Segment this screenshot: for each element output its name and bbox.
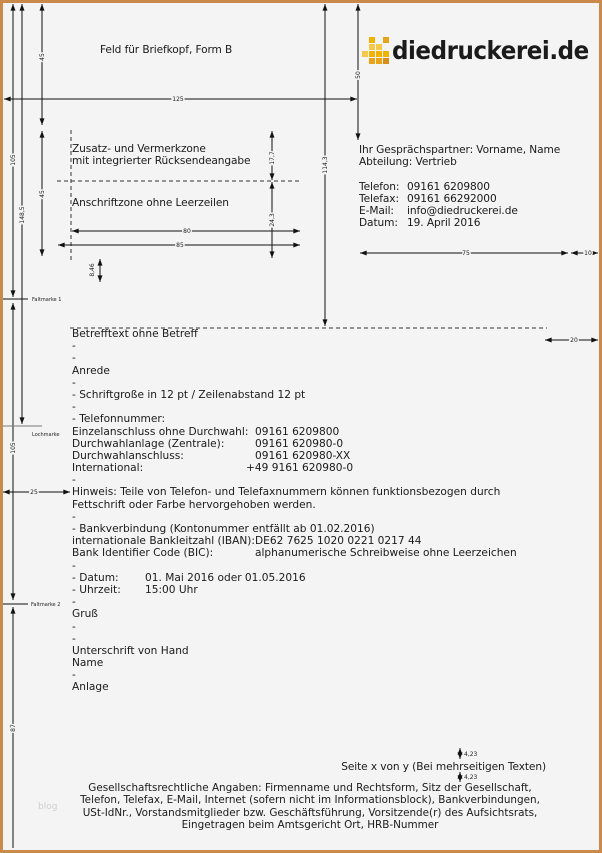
info-label-email: E-Mail: [359, 205, 394, 217]
spacer-dash: - [72, 559, 76, 572]
dim-label-75: 75 [462, 250, 470, 257]
spacer-dash: - [72, 632, 76, 645]
phone-value: 09161 620980-0 [255, 437, 344, 450]
phone-row [72, 450, 500, 462]
dim-label-4-23-top: 4,23 [464, 751, 478, 758]
hint-line-1: Hinweis: Teile von Telefon- und Telefaxnummern können funktionsbezogen durch [72, 486, 501, 499]
hint-line-2: Fettschrift oder Farbe hervorgehoben werden. [72, 498, 316, 511]
phone-row [72, 426, 500, 438]
phone-label: Durchwahlanschluss: [72, 449, 184, 462]
attachment-line: Anlage [72, 681, 109, 694]
dim-label-114-3: 114,3 [322, 156, 329, 174]
signature-line: Unterschrift von Hand [72, 644, 189, 657]
dim-label-80: 80 [183, 228, 191, 235]
spacer-dash: - [72, 352, 76, 365]
spacer-dash: - [72, 669, 76, 682]
footer-line: Telefon, Telefax, E-Mail, Internet (sofern nicht im Informationsblock), Bankverbindungen, [80, 794, 540, 807]
time-value: 15:00 Uhr [145, 583, 198, 596]
dim-label-45-bottom: 45 [39, 190, 46, 198]
bic-label: Bank Identifier Code (BIC): [72, 547, 214, 560]
footer-line: Gesellschaftsrechtliche Angaben: Firmenname und Rechtsform, Sitz der Gesellschaft, [88, 782, 532, 794]
spacer-dash: - [72, 376, 76, 389]
logo [362, 32, 602, 68]
fold-mark-2-label: Faltmarke 2 [31, 602, 61, 608]
page-number-note: Seite x von y (Bei mehrseitigen Texten) [341, 761, 546, 773]
spacer-dash: - [72, 510, 76, 523]
dim-label-50: 50 [355, 71, 362, 79]
bic-row [72, 547, 517, 560]
additional-zone-line-1: Zusatz- und Vermerkzone [72, 143, 206, 155]
bic-value: alphanumerische Schreibweise ohne Leerzeichen [255, 547, 517, 560]
spacer-dash: - [72, 474, 76, 487]
footer-line: Eingetragen beim Amtsgericht Ort, HRB-Nummer [181, 819, 439, 832]
subject-line: Betrefftext ohne Betreff [72, 328, 198, 340]
date-label: - Datum: [72, 571, 119, 584]
footer-line: USt-IdNr., Vorstandsmitglieder bzw. Geschäftsführung, Vorsitzende(r) des Aufsichtsrats, [82, 806, 538, 819]
phone-row [72, 438, 500, 450]
spacer-dash: - [72, 596, 76, 609]
spacer-dash: - [72, 340, 76, 353]
contact-person: Ihr Gesprächspartner: Vorname, Name [359, 144, 561, 156]
dim-label-8-46: 8,46 [89, 263, 96, 277]
salutation: Anrede [72, 364, 110, 377]
spacer-dash: - [72, 401, 76, 414]
dim-label-87: 87 [10, 724, 17, 732]
phone-value: +49 9161 620980-0 [246, 462, 354, 475]
font-note: - Schriftgroße in 12 pt / Zeilenabstand 12 pt [72, 388, 306, 401]
fold-mark-1-label: Faltmarke 1 [32, 297, 62, 303]
info-value-email[interactable]: info@diedruckerei.de [407, 205, 518, 217]
dim-label-105-middle: 105 [10, 442, 17, 454]
address-zone-label: Anschriftzone ohne Leerzeilen [72, 197, 229, 209]
additional-zone-line-2: mit integrierter Rücksendeangabe [72, 155, 251, 167]
bank-heading: - Bankverbindung (Kontonummer entfällt ab 01.02.2016) [72, 523, 375, 535]
info-value-fax: 09161 66292000 [407, 193, 497, 205]
iban-row [72, 535, 500, 547]
date-row [72, 572, 500, 584]
phone-value: 09161 620980-XX [255, 449, 351, 462]
dim-label-85: 85 [176, 242, 184, 249]
phone-label: Einzelanschluss ohne Durchwahl: [72, 425, 249, 438]
phone-heading: - Telefonnummer: [72, 413, 166, 426]
logo-text: diedruckerei.de [392, 35, 589, 65]
info-label-date: Datum: [359, 217, 398, 229]
phone-row [72, 462, 500, 474]
dim-label-17-7: 17,7 [269, 151, 276, 165]
watermark: blog [38, 802, 58, 812]
letter-body [72, 328, 517, 694]
dim-label-20: 20 [570, 337, 578, 344]
dim-label-4-23-bottom: 4,23 [464, 774, 478, 781]
dim-label-25: 25 [30, 489, 38, 496]
logo-grid-icon [362, 37, 389, 64]
time-row [72, 584, 500, 596]
iban-value: DE62 7625 1020 0221 0217 44 [255, 535, 422, 548]
date-value: 01. Mai 2016 oder 01.05.2016 [145, 571, 306, 584]
spacer-dash: - [72, 620, 76, 633]
phone-label: Durchwahlanlage (Zentrale): [72, 437, 225, 450]
letterhead-field-label: Feld für Briefkopf, Form B [100, 44, 233, 56]
signer-name: Name [72, 657, 104, 670]
dim-label-10: 10 [584, 250, 592, 257]
time-label: - Uhrzeit: [72, 583, 121, 596]
dim-label-125: 125 [172, 96, 184, 103]
info-value-phone: 09161 6209800 [407, 181, 490, 193]
info-label-phone: Telefon: [359, 181, 400, 193]
dim-label-24-3: 24,3 [269, 213, 276, 227]
info-value-date: 19. April 2016 [407, 217, 481, 229]
iban-label: internationale Bankleitzahl (IBAN): [72, 535, 255, 548]
phone-value: 09161 6209800 [255, 425, 340, 438]
dim-label-45-top: 45 [39, 53, 46, 61]
phone-label: International: [72, 462, 144, 475]
info-label-fax: Telefax: [359, 193, 399, 205]
punch-mark-label: Lochmarke [32, 432, 60, 438]
department: Abteilung: Vertrieb [359, 156, 457, 168]
greeting: Gruß [72, 608, 98, 621]
company-footer [60, 782, 560, 832]
dim-label-148-5: 148,5 [19, 206, 26, 224]
dim-label-105-top: 105 [10, 154, 17, 166]
